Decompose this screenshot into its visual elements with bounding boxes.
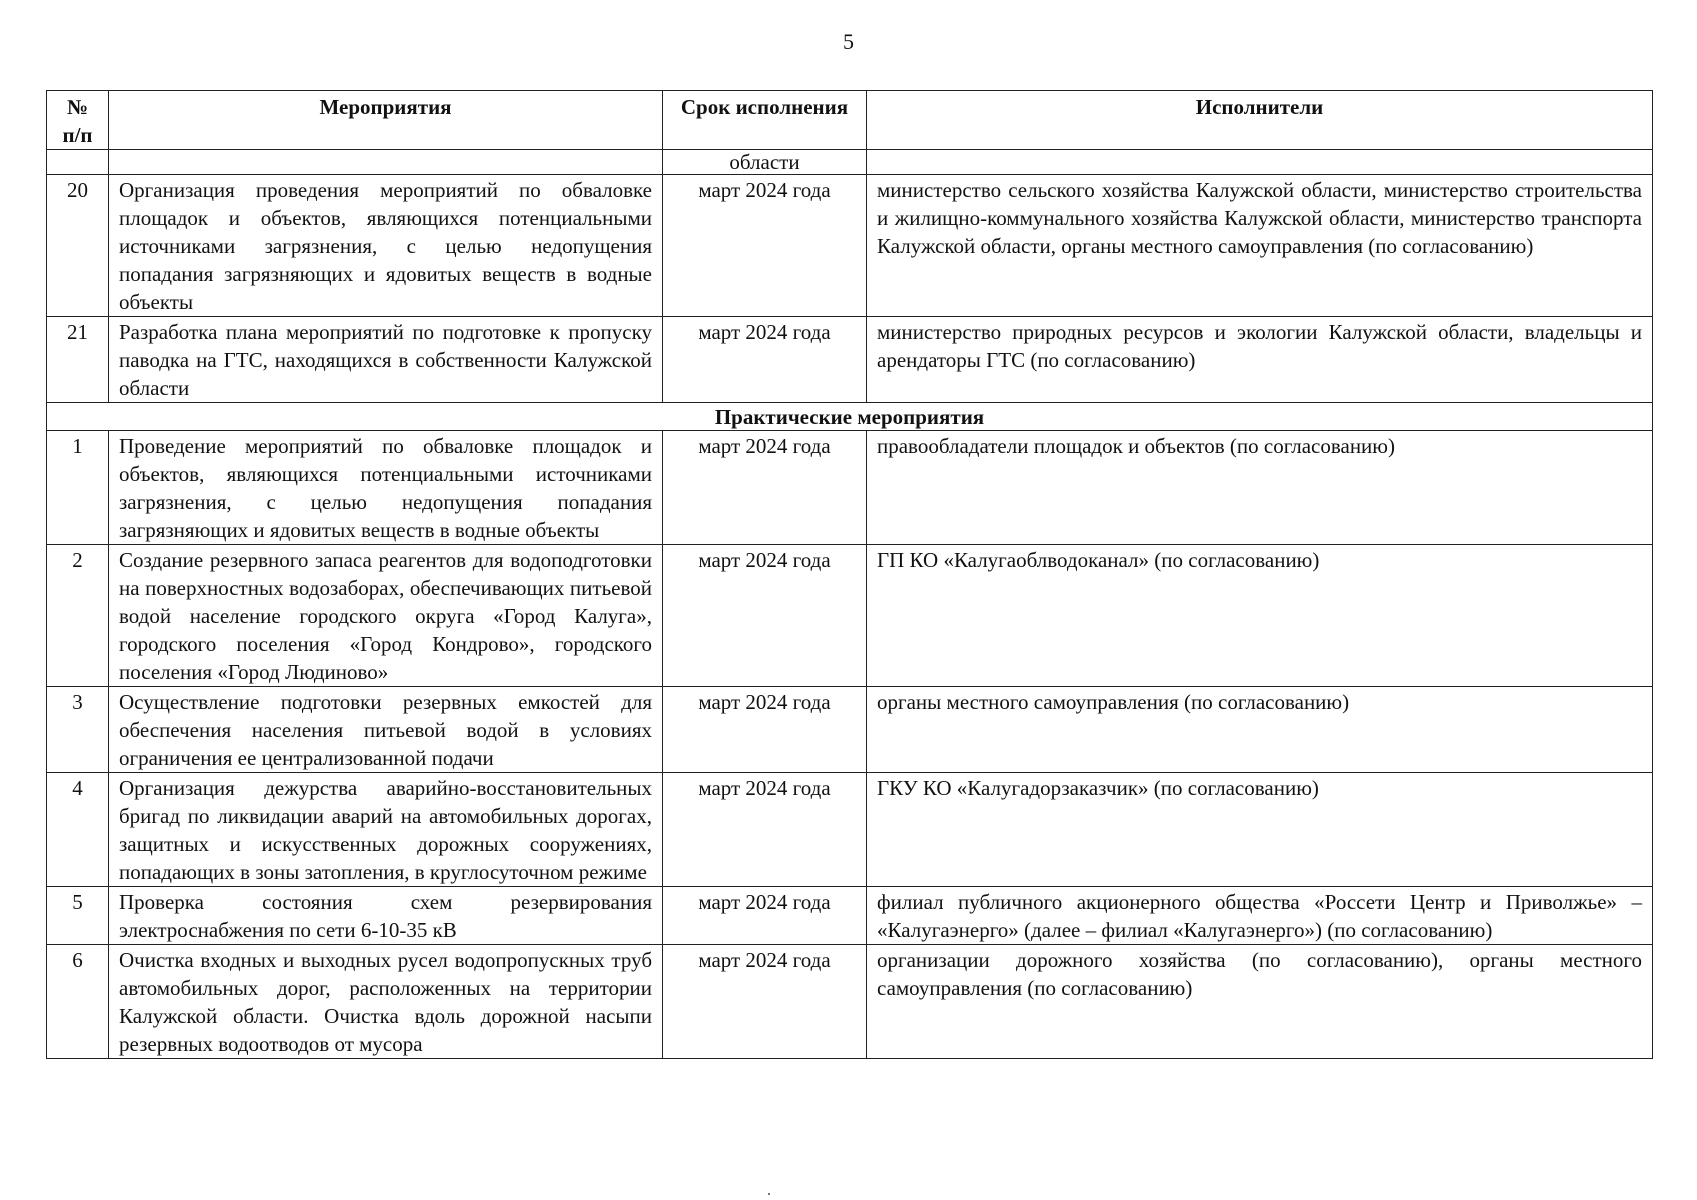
table-row: [47, 175, 1653, 317]
row-number: 1: [47, 431, 109, 545]
row-executor: филиал публичного акционерного общества «Россети Центр и Приволжье» – «Калугаэнерго» (далее – филиал «Калугаэнерго») (по согласованию): [867, 887, 1653, 945]
row-number: 3: [47, 687, 109, 773]
table-header-row: [47, 91, 1653, 150]
row-term: март 2024 года: [663, 175, 867, 317]
row-term: март 2024 года: [663, 431, 867, 545]
table-row: [47, 687, 1653, 773]
header-term: Срок исполнения: [663, 91, 867, 150]
table-row: [47, 545, 1653, 687]
row-number: 4: [47, 773, 109, 887]
table-row: [47, 945, 1653, 1059]
header-number: № п/п: [47, 91, 109, 150]
continuation-measure-cell: [109, 150, 663, 175]
row-executor: ГКУ КО «Калугадорзаказчик» (по согласованию): [867, 773, 1653, 887]
section-row: [47, 403, 1653, 431]
scan-dot: [768, 1193, 770, 1195]
row-term: март 2024 года: [663, 887, 867, 945]
table-row: [47, 317, 1653, 403]
measures-table: [46, 90, 1653, 1059]
row-term: март 2024 года: [663, 317, 867, 403]
row-executor: органы местного самоуправления (по согласованию): [867, 687, 1653, 773]
row-measure: Организация проведения мероприятий по обваловке площадок и объектов, являющихся потенциальными источниками загрязнения, с целью недопущения попадания загрязняющих и ядовитых веществ в водные объекты: [109, 175, 663, 317]
header-measures: Мероприятия: [109, 91, 663, 150]
row-executor: правообладатели площадок и объектов (по согласованию): [867, 431, 1653, 545]
row-number: 5: [47, 887, 109, 945]
row-number: 6: [47, 945, 109, 1059]
row-executor: организации дорожного хозяйства (по согласованию), органы местного самоуправления (по согласованию): [867, 945, 1653, 1059]
row-measure: Создание резервного запаса реагентов для водоподготовки на поверхностных водозаборах, обеспечивающих питьевой водой население городского округа «Город Калуга», городского поселения «Город Кондрово», городского поселения «Город Людиново»: [109, 545, 663, 687]
row-measure: Проведение мероприятий по обваловке площадок и объектов, являющихся потенциальными источниками загрязнения, с целью недопущения попадания загрязняющих и ядовитых веществ в водные объекты: [109, 431, 663, 545]
table-row: [47, 887, 1653, 945]
table-row: [47, 773, 1653, 887]
row-term: март 2024 года: [663, 945, 867, 1059]
row-term: март 2024 года: [663, 545, 867, 687]
row-measure: Осуществление подготовки резервных емкостей для обеспечения населения питьевой водой в условиях ограничения ее централизованной подачи: [109, 687, 663, 773]
row-executor: министерство природных ресурсов и экологии Калужской области, владельцы и арендаторы ГТС (по согласованию): [867, 317, 1653, 403]
row-number: 20: [47, 175, 109, 317]
row-executor: ГП КО «Калугаоблводоканал» (по согласованию): [867, 545, 1653, 687]
page-number: 5: [843, 29, 854, 54]
row-measure: Очистка входных и выходных русел водопропускных труб автомобильных дорог, расположенных на территории Калужской области. Очистка вдоль дорожной насыпи резервных водоотводов от мусора: [109, 945, 663, 1059]
continuation-executor-cell: [867, 150, 1653, 175]
header-executors: Исполнители: [867, 91, 1653, 150]
continuation-term: области: [663, 150, 867, 175]
row-measure: Организация дежурства аварийно-восстановительных бригад по ликвидации аварий на автомобильных дорогах, защитных и искусственных дорожных сооружениях, попадающих в зоны затопления, в круглосуточном режиме: [109, 773, 663, 887]
row-term: март 2024 года: [663, 773, 867, 887]
row-executor: министерство сельского хозяйства Калужской области, министерство строительства и жилищно-коммунального хозяйства Калужской области, министерство транспорта Калужской области, органы местного самоуправления (по согласованию): [867, 175, 1653, 317]
row-number: 2: [47, 545, 109, 687]
table-row: [47, 431, 1653, 545]
row-measure: Проверка состояния схем резервирования электроснабжения по сети 6-10-35 кВ: [109, 887, 663, 945]
row-number: 21: [47, 317, 109, 403]
section-title: Практические мероприятия: [47, 403, 1653, 431]
row-term: март 2024 года: [663, 687, 867, 773]
continuation-row: [47, 150, 1653, 175]
row-measure: Разработка плана мероприятий по подготовке к пропуску паводка на ГТС, находящихся в собственности Калужской области: [109, 317, 663, 403]
continuation-num-cell: [47, 150, 109, 175]
